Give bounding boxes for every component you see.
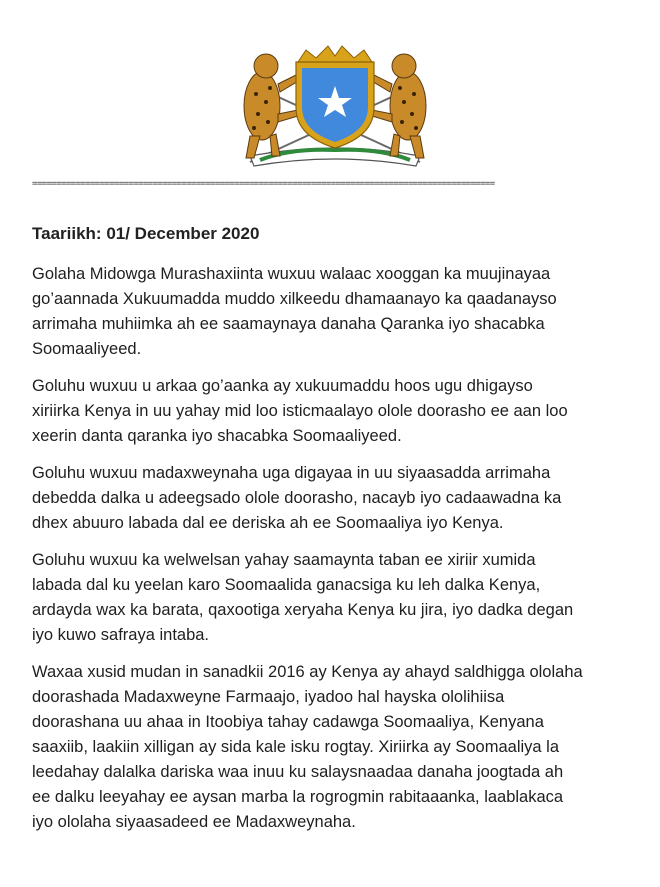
text-line: Goluhu wuxuu u arkaa go’aanka ay xukuumaddu hoos ugu dhigayso: [32, 377, 533, 395]
text-line: Golaha Midowga Murashaxiinta wuxuu walaac xooggan ka muujinayaa: [32, 265, 551, 283]
text-line: iyo ololaha siyaasadeed ee Madaxweynaha.: [32, 813, 356, 831]
text-line: leedahay dalalka dariska waa inuu ku salaysnaadaa danaha joogtada ah: [32, 763, 564, 781]
text-line: xeerin danta qaranka iyo shacabka Soomaaliyeed.: [32, 427, 402, 445]
text-line: doorashada Madaxweyne Farmaajo, iyadoo hal hayska ololihiisa: [32, 688, 505, 706]
text-line: Waxaa xusid mudan in sanadkii 2016 ay Kenya ay ahayd saldhigga ololaha: [32, 663, 583, 681]
text-line: go’aannada Xukuumadda muddo xilkeedu dhamaanayo ka qaadanayso: [32, 290, 557, 308]
text-line: ardayda wax ka barata, qaxootiga xeryaha Kenya ku jira, iyo dadka degan: [32, 601, 574, 619]
document-body: [32, 262, 632, 847]
paragraph-3: [32, 461, 632, 536]
text-line: iyo kuwo safraya intaba.: [32, 626, 210, 644]
text-line: xiriirka Kenya in uu yahay mid loo isticmaalayo olole doorasho ee aan loo: [32, 402, 568, 420]
text-line: doorashana uu ahaa in Itoobiya tahay cadawga Soomaaliya, Kenyana: [32, 713, 544, 731]
document-date: Taariikh: 01/ December 2020: [32, 224, 260, 243]
somalia-coat-of-arms-icon: [220, 44, 450, 172]
text-line: debedda dalka u adeegsado olole doorasho, nacayb iyo cadaawadna ka: [32, 489, 562, 507]
header-divider: ================================================================================================: [32, 179, 495, 189]
text-line: Goluhu wuxuu madaxweynaha uga digayaa in uu siyaasadda arrimaha: [32, 464, 551, 482]
text-line: Soomaaliyeed.: [32, 340, 142, 358]
paragraph-2: [32, 374, 632, 449]
text-line: ee dalku leeyahay ee aysan marba la rogrogmin rabitaaanka, laablakaca: [32, 788, 564, 806]
text-line: Goluhu wuxuu ka welwelsan yahay saamaynta taban ee xiriir xumida: [32, 551, 536, 569]
text-line: dhex abuuro labada dal ee deriska ah ee Soomaaliya iyo Kenya.: [32, 514, 504, 532]
paragraph-1: [32, 262, 632, 362]
text-line: labada dal ku yeelan karo Soomaalida ganacsiga ku leh dalka Kenya,: [32, 576, 541, 594]
paragraph-4: [32, 548, 632, 648]
paragraph-5: [32, 660, 632, 835]
text-line: saaxiib, laakiin xilligan ay sida kale isku rogtay. Xiriirka ay Soomaaliya la: [32, 738, 560, 756]
text-line: arrimaha muhiimka ah ee saamaynaya danaha Qaranka iyo shacabka: [32, 315, 545, 333]
